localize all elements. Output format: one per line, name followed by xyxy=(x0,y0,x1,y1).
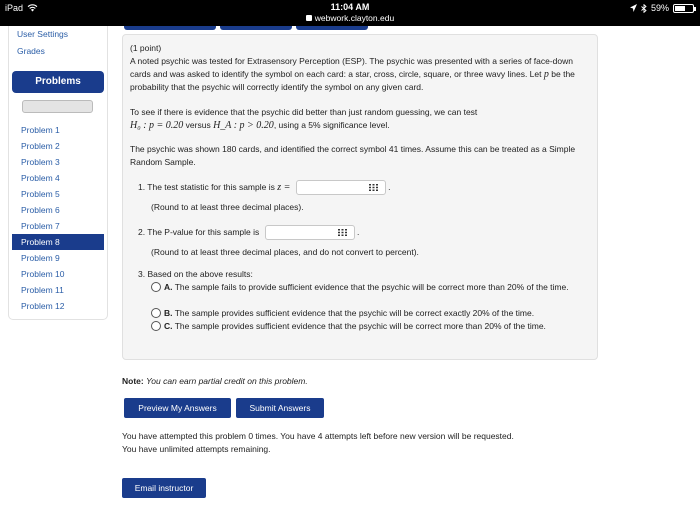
p-variable: p xyxy=(543,68,549,80)
sidebar-item-problem-11[interactable]: Problem 11 xyxy=(21,285,64,295)
status-right xyxy=(630,3,694,13)
p-value-input[interactable] xyxy=(265,225,355,240)
battery-tip xyxy=(694,7,696,11)
intro-text: A noted psychic was tested for Extrasensory Perception (ESP). The psychic was presented with a series of face-down cards and was asked to identify the symbol on each card: a star, cross, circle, square, or three wavy lines. Let xyxy=(130,56,574,79)
option-b-radio[interactable] xyxy=(151,308,161,318)
partial-credit-note xyxy=(122,376,308,386)
option-b-letter: B. xyxy=(164,308,173,318)
note-text: You can earn partial credit on this problem. xyxy=(146,376,308,386)
option-c-text: The sample provides sufficient evidence that the psychic will be correct more than 20% of the time. xyxy=(174,321,546,331)
evidence-text: To see if there is evidence that the psychic did better than just random guessing, we can test xyxy=(130,107,478,117)
significance-text: , using a 5% significance level. xyxy=(273,120,390,130)
status-bar xyxy=(0,0,700,26)
device-label: iPad xyxy=(5,3,24,13)
sidebar-input[interactable] xyxy=(22,100,93,113)
problem-list xyxy=(9,122,107,314)
option-a-label xyxy=(164,281,591,294)
option-c-letter: C. xyxy=(164,321,173,331)
test-statistic-input[interactable] xyxy=(296,180,386,195)
attempts-line-1: You have attempted this problem 0 times. You have 4 attempts left before new version will be requested. xyxy=(122,431,514,441)
battery-fill xyxy=(675,6,685,11)
option-b[interactable] xyxy=(151,307,591,320)
problem-box xyxy=(122,34,598,360)
grades-link[interactable]: Grades xyxy=(17,46,45,56)
email-instructor-button[interactable]: Email instructor xyxy=(122,478,206,498)
address-bar[interactable] xyxy=(0,13,700,24)
battery-percent: 59% xyxy=(650,3,669,13)
sidebar-item-problem-4[interactable]: Problem 4 xyxy=(21,173,60,183)
z-symbol: z = xyxy=(277,181,291,193)
attempts-info xyxy=(122,430,514,456)
user-settings-link[interactable]: User Settings xyxy=(17,29,69,39)
question-2-note: (Round to at least three decimal places, and do not convert to percent). xyxy=(151,247,419,257)
option-c-radio[interactable] xyxy=(151,321,161,331)
note-label: Note: xyxy=(122,376,144,386)
option-b-label xyxy=(164,307,591,320)
preview-answers-button[interactable]: Preview My Answers xyxy=(124,398,231,418)
equation-editor-icon[interactable] xyxy=(369,184,378,191)
problems-button[interactable]: Problems xyxy=(12,71,104,93)
alt-hypothesis: H_A : p > 0.20 xyxy=(213,120,274,131)
hypotheses xyxy=(130,119,589,133)
option-a[interactable] xyxy=(151,281,591,306)
sidebar-item-problem-5[interactable]: Problem 5 xyxy=(21,189,60,199)
question-2-text: 2. The P-value for this sample is xyxy=(138,226,260,237)
top-button-stub[interactable] xyxy=(220,26,292,30)
sidebar-item-problem-7[interactable]: Problem 7 xyxy=(21,221,60,231)
url-text: webwork.clayton.edu xyxy=(314,13,395,23)
battery-icon xyxy=(673,4,694,13)
null-hypothesis: H₀ : p = 0.20 xyxy=(130,120,184,131)
sidebar-item-problem-8[interactable]: Problem 8 xyxy=(12,234,104,250)
lock-icon xyxy=(306,15,312,21)
option-a-radio[interactable] xyxy=(151,282,161,292)
sidebar-item-problem-10[interactable]: Problem 10 xyxy=(21,269,65,279)
sidebar-item-problem-12[interactable]: Problem 12 xyxy=(21,301,65,311)
sidebar-item-problem-3[interactable]: Problem 3 xyxy=(21,157,60,167)
question-3: 3. Based on the above results: xyxy=(138,269,253,279)
sidebar-item-problem-9[interactable]: Problem 9 xyxy=(21,253,60,263)
sample-text: The psychic was shown 180 cards, and identified the correct symbol 41 times. Assume this can be treated as a Simple Random Sample. xyxy=(130,144,576,167)
bluetooth-icon xyxy=(641,4,647,13)
location-arrow-icon xyxy=(630,4,637,12)
question-1: 1. The test statistic for this sample is z = . xyxy=(138,180,589,195)
top-button-stub[interactable] xyxy=(124,26,216,30)
question-1-note: (Round to at least three decimal places). xyxy=(151,202,304,212)
problem-points: (1 point) xyxy=(130,43,162,53)
submit-answers-button[interactable]: Submit Answers xyxy=(236,398,324,418)
option-a-text: The sample fails to provide sufficient evidence that the psychic will be correct more than 20% of the time. xyxy=(174,282,569,292)
attempts-line-2: You have unlimited attempts remaining. xyxy=(122,444,271,454)
question-2: 2. The P-value for this sample is . xyxy=(138,225,589,240)
status-center xyxy=(0,2,700,24)
sidebar-item-problem-1[interactable]: Problem 1 xyxy=(21,125,60,135)
clock: 11:04 AM xyxy=(330,2,370,12)
equation-editor-icon[interactable] xyxy=(338,229,347,236)
problem-intro xyxy=(130,55,589,94)
top-button-stub[interactable] xyxy=(296,26,368,30)
option-c-label xyxy=(164,320,591,333)
sidebar-item-problem-6[interactable]: Problem 6 xyxy=(21,205,60,215)
question-1-text: 1. The test statistic for this sample is xyxy=(138,181,275,192)
intro-end: be the probability that the psychic will correctly identify the symbol on any given card. xyxy=(130,68,575,92)
versus-text: versus xyxy=(185,120,211,130)
sidebar xyxy=(8,26,108,320)
option-a-letter: A. xyxy=(164,282,173,292)
sidebar-item-problem-2[interactable]: Problem 2 xyxy=(21,141,60,151)
option-b-text: The sample provides sufficient evidence that the psychic will be correct exactly 20% of the time. xyxy=(174,308,535,318)
option-c[interactable] xyxy=(151,320,591,345)
